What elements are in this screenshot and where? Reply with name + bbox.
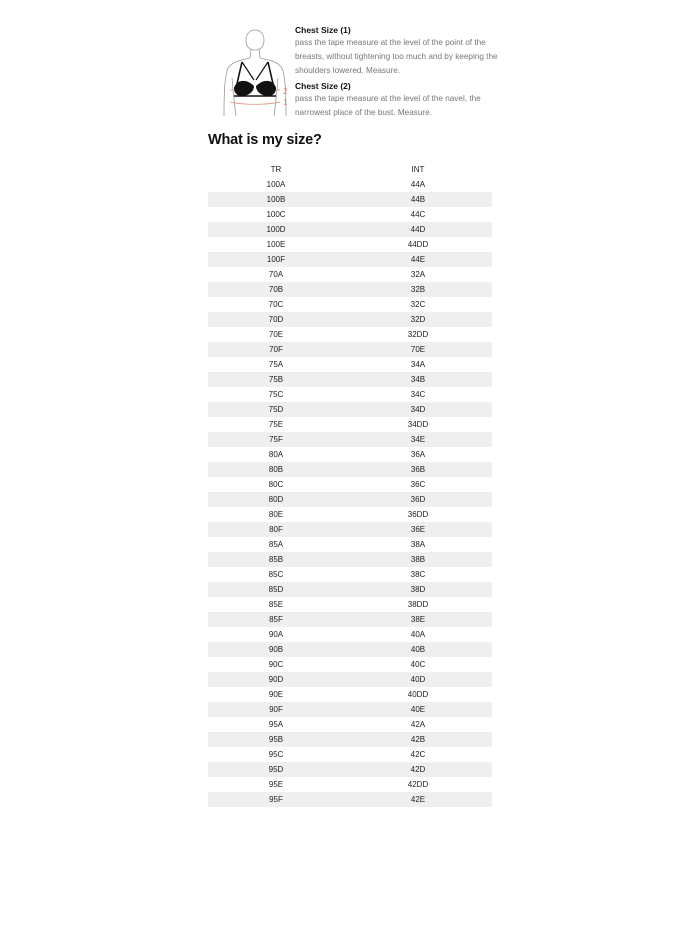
table-row xyxy=(208,672,492,687)
cell-int-size: 34A xyxy=(410,360,426,369)
cell-tr-size: 90D xyxy=(208,672,344,687)
cell-tr-size: 75D xyxy=(208,402,344,417)
cell-tr-size: 70C xyxy=(268,300,284,309)
cell-tr-size: 100C xyxy=(266,210,286,219)
cell-int-size: 44E xyxy=(344,252,492,267)
cell-tr-size: 75C xyxy=(268,390,284,399)
table-row xyxy=(208,417,492,432)
cell-int-size: 36C xyxy=(410,480,426,489)
table-row xyxy=(208,762,492,777)
cell-int-size: 42D xyxy=(344,762,492,777)
cell-tr-size: 90B xyxy=(208,642,344,657)
cell-tr-size: 85C xyxy=(268,570,284,579)
table-row xyxy=(208,792,492,807)
cell-tr-size: 75F xyxy=(208,432,344,447)
cell-int-size: 44B xyxy=(344,192,492,207)
table-row xyxy=(208,597,492,612)
table-row xyxy=(208,552,492,567)
table-row xyxy=(208,732,492,747)
cell-tr-size: 85B xyxy=(208,552,344,567)
table-row xyxy=(208,357,492,372)
chest-size-2-title: Chest Size (2) xyxy=(295,81,351,91)
cell-tr-size: 100A xyxy=(266,180,286,189)
cell-int-size: 40A xyxy=(410,630,426,639)
header-tr: TR xyxy=(270,165,282,174)
chest-size-1-title: Chest Size (1) xyxy=(295,25,351,35)
cell-tr-size: 100D xyxy=(208,222,344,237)
chest-size-1-text: pass the tape measure at the level of the point of the breasts, without tightening too much and by keeping the shoulders lowered. Measure. xyxy=(295,38,498,75)
cell-int-size: 42A xyxy=(410,720,426,729)
cell-int-size: 36B xyxy=(344,462,492,477)
table-row xyxy=(208,612,492,627)
cell-tr-size: 95B xyxy=(208,732,344,747)
table-row xyxy=(208,177,492,192)
table-row xyxy=(208,687,492,702)
cell-int-size: 40C xyxy=(410,660,426,669)
cell-tr-size: 75B xyxy=(208,372,344,387)
table-row xyxy=(208,447,492,462)
table-row xyxy=(208,642,492,657)
cell-tr-size: 70A xyxy=(268,270,284,279)
chest-size-marker-2: 2 xyxy=(283,87,288,96)
cell-int-size: 32D xyxy=(344,312,492,327)
table-row xyxy=(208,297,492,312)
table-row xyxy=(208,327,492,342)
table-row xyxy=(208,462,492,477)
cell-int-size: 42DD xyxy=(407,780,429,789)
table-row xyxy=(208,522,492,537)
table-row xyxy=(208,567,492,582)
table-row xyxy=(208,477,492,492)
cell-tr-size: 85E xyxy=(268,600,284,609)
torso-silhouette-icon xyxy=(218,28,292,122)
table-row xyxy=(208,282,492,297)
size-heading: What is my size? xyxy=(208,132,322,148)
cell-int-size: 70E xyxy=(344,342,492,357)
table-row xyxy=(208,252,492,267)
table-row xyxy=(208,537,492,552)
table-row xyxy=(208,432,492,447)
cell-int-size: 38D xyxy=(344,582,492,597)
chest-size-marker-1: 1 xyxy=(283,98,288,107)
cell-int-size: 38DD xyxy=(407,600,429,609)
cell-tr-size: 70B xyxy=(208,282,344,297)
table-row xyxy=(208,342,492,357)
cell-int-size: 34D xyxy=(344,402,492,417)
cell-tr-size: 95C xyxy=(268,750,284,759)
cell-int-size: 36D xyxy=(344,492,492,507)
table-row xyxy=(208,747,492,762)
size-table xyxy=(208,162,492,807)
cell-int-size: 32A xyxy=(410,270,426,279)
measurement-instructions xyxy=(295,25,500,123)
cell-int-size: 42C xyxy=(410,750,426,759)
cell-tr-size: 75A xyxy=(268,360,284,369)
cell-tr-size: 95E xyxy=(268,780,284,789)
cell-int-size: 44DD xyxy=(407,240,429,249)
cell-int-size: 36DD xyxy=(407,510,429,519)
cell-tr-size: 90A xyxy=(268,630,284,639)
cell-tr-size: 100B xyxy=(208,192,344,207)
header-int: INT xyxy=(411,165,425,174)
bra-measurement-figure-icon xyxy=(218,28,292,122)
cell-tr-size: 100F xyxy=(208,252,344,267)
cell-tr-size: 80B xyxy=(208,462,344,477)
table-row xyxy=(208,267,492,282)
cell-tr-size: 95F xyxy=(208,792,344,807)
cell-tr-size: 95A xyxy=(268,720,284,729)
cell-tr-size: 70E xyxy=(268,330,284,339)
cell-tr-size: 80F xyxy=(208,522,344,537)
cell-int-size: 32C xyxy=(410,300,426,309)
cell-tr-size: 75E xyxy=(268,420,284,429)
table-row xyxy=(208,582,492,597)
table-row xyxy=(208,387,492,402)
cell-int-size: 42E xyxy=(344,792,492,807)
cell-int-size: 40D xyxy=(344,672,492,687)
cell-tr-size: 80A xyxy=(268,450,284,459)
table-header-row xyxy=(208,162,492,177)
cell-tr-size: 80E xyxy=(268,510,284,519)
cell-tr-size: 70F xyxy=(208,342,344,357)
cell-int-size: 40DD xyxy=(407,690,429,699)
cell-tr-size: 80C xyxy=(268,480,284,489)
cell-tr-size: 95D xyxy=(208,762,344,777)
cell-tr-size: 100E xyxy=(266,240,286,249)
cell-tr-size: 70D xyxy=(208,312,344,327)
cell-int-size: 32B xyxy=(344,282,492,297)
table-row xyxy=(208,657,492,672)
table-row xyxy=(208,702,492,717)
table-row xyxy=(208,627,492,642)
cell-int-size: 34B xyxy=(344,372,492,387)
cell-tr-size: 90F xyxy=(208,702,344,717)
cell-int-size: 34E xyxy=(344,432,492,447)
cell-int-size: 44A xyxy=(410,180,426,189)
table-row xyxy=(208,777,492,792)
table-row xyxy=(208,492,492,507)
cell-int-size: 44C xyxy=(410,210,426,219)
cell-int-size: 42B xyxy=(344,732,492,747)
cell-tr-size: 90E xyxy=(268,690,284,699)
table-row xyxy=(208,222,492,237)
cell-int-size: 36E xyxy=(344,522,492,537)
cell-int-size: 38A xyxy=(410,540,426,549)
table-row xyxy=(208,507,492,522)
table-row xyxy=(208,312,492,327)
table-row xyxy=(208,372,492,387)
cell-int-size: 40E xyxy=(344,702,492,717)
table-row xyxy=(208,192,492,207)
cell-tr-size: 80D xyxy=(208,492,344,507)
cell-int-size: 36A xyxy=(410,450,426,459)
cell-int-size: 38B xyxy=(344,552,492,567)
table-row xyxy=(208,207,492,222)
cell-int-size: 32DD xyxy=(407,330,429,339)
cell-int-size: 34DD xyxy=(407,420,429,429)
cell-tr-size: 85D xyxy=(208,582,344,597)
cell-tr-size: 85A xyxy=(268,540,284,549)
cell-int-size: 38E xyxy=(344,612,492,627)
chest-size-2-text: pass the tape measure at the level of the navel, the narrowest place of the bust. Measure. xyxy=(295,94,481,117)
cell-tr-size: 85F xyxy=(208,612,344,627)
size-table-body xyxy=(208,177,492,807)
cell-int-size: 38C xyxy=(410,570,426,579)
cell-int-size: 44D xyxy=(344,222,492,237)
table-row xyxy=(208,237,492,252)
cell-tr-size: 90C xyxy=(268,660,284,669)
table-row xyxy=(208,402,492,417)
table-row xyxy=(208,717,492,732)
cell-int-size: 40B xyxy=(344,642,492,657)
cell-int-size: 34C xyxy=(410,390,426,399)
